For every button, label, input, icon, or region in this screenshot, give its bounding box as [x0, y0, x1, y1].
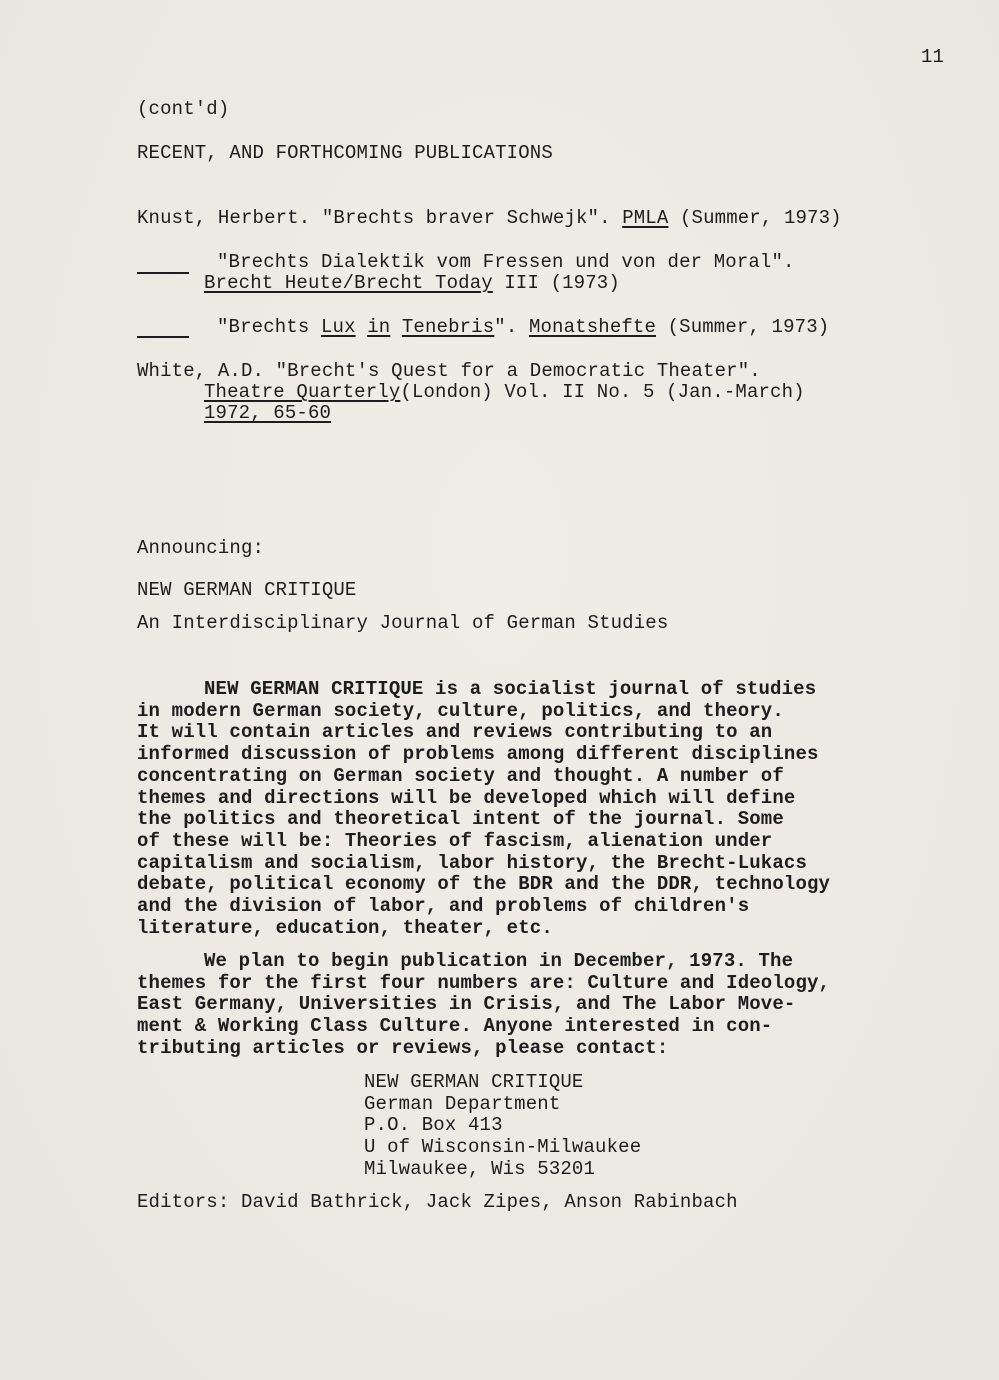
page-number: 11: [921, 46, 945, 68]
continued-label: (cont'd): [137, 98, 230, 120]
publication-entry-white-line3: 1972, 65-60: [204, 402, 332, 424]
paragraph-line: tributing articles or reviews, please contact:: [137, 1037, 669, 1059]
editors-line: Editors: David Bathrick, Jack Zipes, Anson Rabinbach: [137, 1191, 738, 1213]
article-title-end: ".: [494, 316, 518, 338]
publication-entry-white-line1: White, A.D. "Brecht's Quest for a Democratic Theater".: [137, 360, 761, 382]
author: Knust, Herbert.: [137, 207, 311, 229]
address-line: U of Wisconsin-Milwaukee: [364, 1136, 642, 1158]
journal-name: PMLA: [622, 207, 669, 229]
journal-name: Monatshefte: [528, 316, 657, 338]
address-line: NEW GERMAN CRITIQUE: [364, 1071, 584, 1093]
section-heading: RECENT, AND FORTHCOMING PUBLICATIONS: [137, 142, 553, 164]
title-word-lux: Lux: [320, 316, 356, 338]
paragraph-line: literature, education, theater, etc.: [137, 917, 553, 939]
article-title: "Brechts braver Schwejk".: [321, 207, 611, 229]
address-line: P.O. Box 413: [364, 1114, 503, 1136]
paragraph-line: concentrating on German society and thought. A number of: [137, 765, 784, 787]
publication-date: (Summer, 1973): [679, 207, 842, 229]
paragraph-line: themes for the first four numbers are: Culture and Ideology,: [137, 972, 831, 994]
journal-name: Brecht Heute/Brecht Today: [204, 272, 493, 294]
address-line: German Department: [364, 1093, 561, 1115]
paragraph-line: NEW GERMAN CRITIQUE is a socialist journal of studies: [204, 678, 817, 700]
paragraph-line: East Germany, Universities in Crisis, and The Labor Move-: [137, 993, 796, 1015]
publication-entry-3: [217, 316, 829, 338]
journal-subtitle: An Interdisciplinary Journal of German Studies: [137, 612, 669, 634]
paragraph-line: themes and directions will be developed which will define: [137, 787, 796, 809]
paragraph-line: It will contain articles and reviews contributing to an: [137, 721, 773, 743]
ditto-rule: [137, 336, 189, 338]
paragraph-line: informed discussion of problems among different disciplines: [137, 743, 819, 765]
title-word-tenebris: Tenebris: [401, 316, 495, 338]
publication-entry-knust: [137, 207, 842, 229]
address-line: Milwaukee, Wis 53201: [364, 1158, 596, 1180]
paragraph-line: the politics and theoretical intent of the journal. Some: [137, 808, 784, 830]
article-title-start: "Brechts: [217, 316, 321, 338]
paragraph-line: debate, political economy of the BDR and the DDR, technology: [137, 873, 831, 895]
publication-entry-2-title: "Brechts Dialektik vom Fressen und von der Moral".: [217, 251, 795, 273]
journal-name: Theatre Quarterly: [204, 381, 401, 403]
publication-entry-white-line2: [204, 381, 805, 403]
paragraph-line: in modern German society, culture, politics, and theory.: [137, 700, 784, 722]
volume-info: (London) Vol. II No. 5 (Jan.-March): [400, 381, 805, 403]
ditto-rule: [137, 272, 189, 274]
volume-year: III (1973): [504, 272, 620, 294]
publication-entry-2-source: [204, 272, 620, 294]
title-word-in: in: [367, 316, 391, 338]
announcing-label: Announcing:: [137, 537, 265, 559]
journal-name-heading: NEW GERMAN CRITIQUE: [137, 579, 357, 601]
publication-date: (Summer, 1973): [667, 316, 830, 338]
paragraph-line: and the division of labor, and problems of children's: [137, 895, 750, 917]
paragraph-line: We plan to begin publication in December, 1973. The: [204, 950, 794, 972]
paragraph-line: ment & Working Class Culture. Anyone interested in con-: [137, 1015, 773, 1037]
paragraph-line: of these will be: Theories of fascism, alienation under: [137, 830, 773, 852]
paragraph-line: capitalism and socialism, labor history, the Brecht-Lukacs: [137, 852, 808, 874]
